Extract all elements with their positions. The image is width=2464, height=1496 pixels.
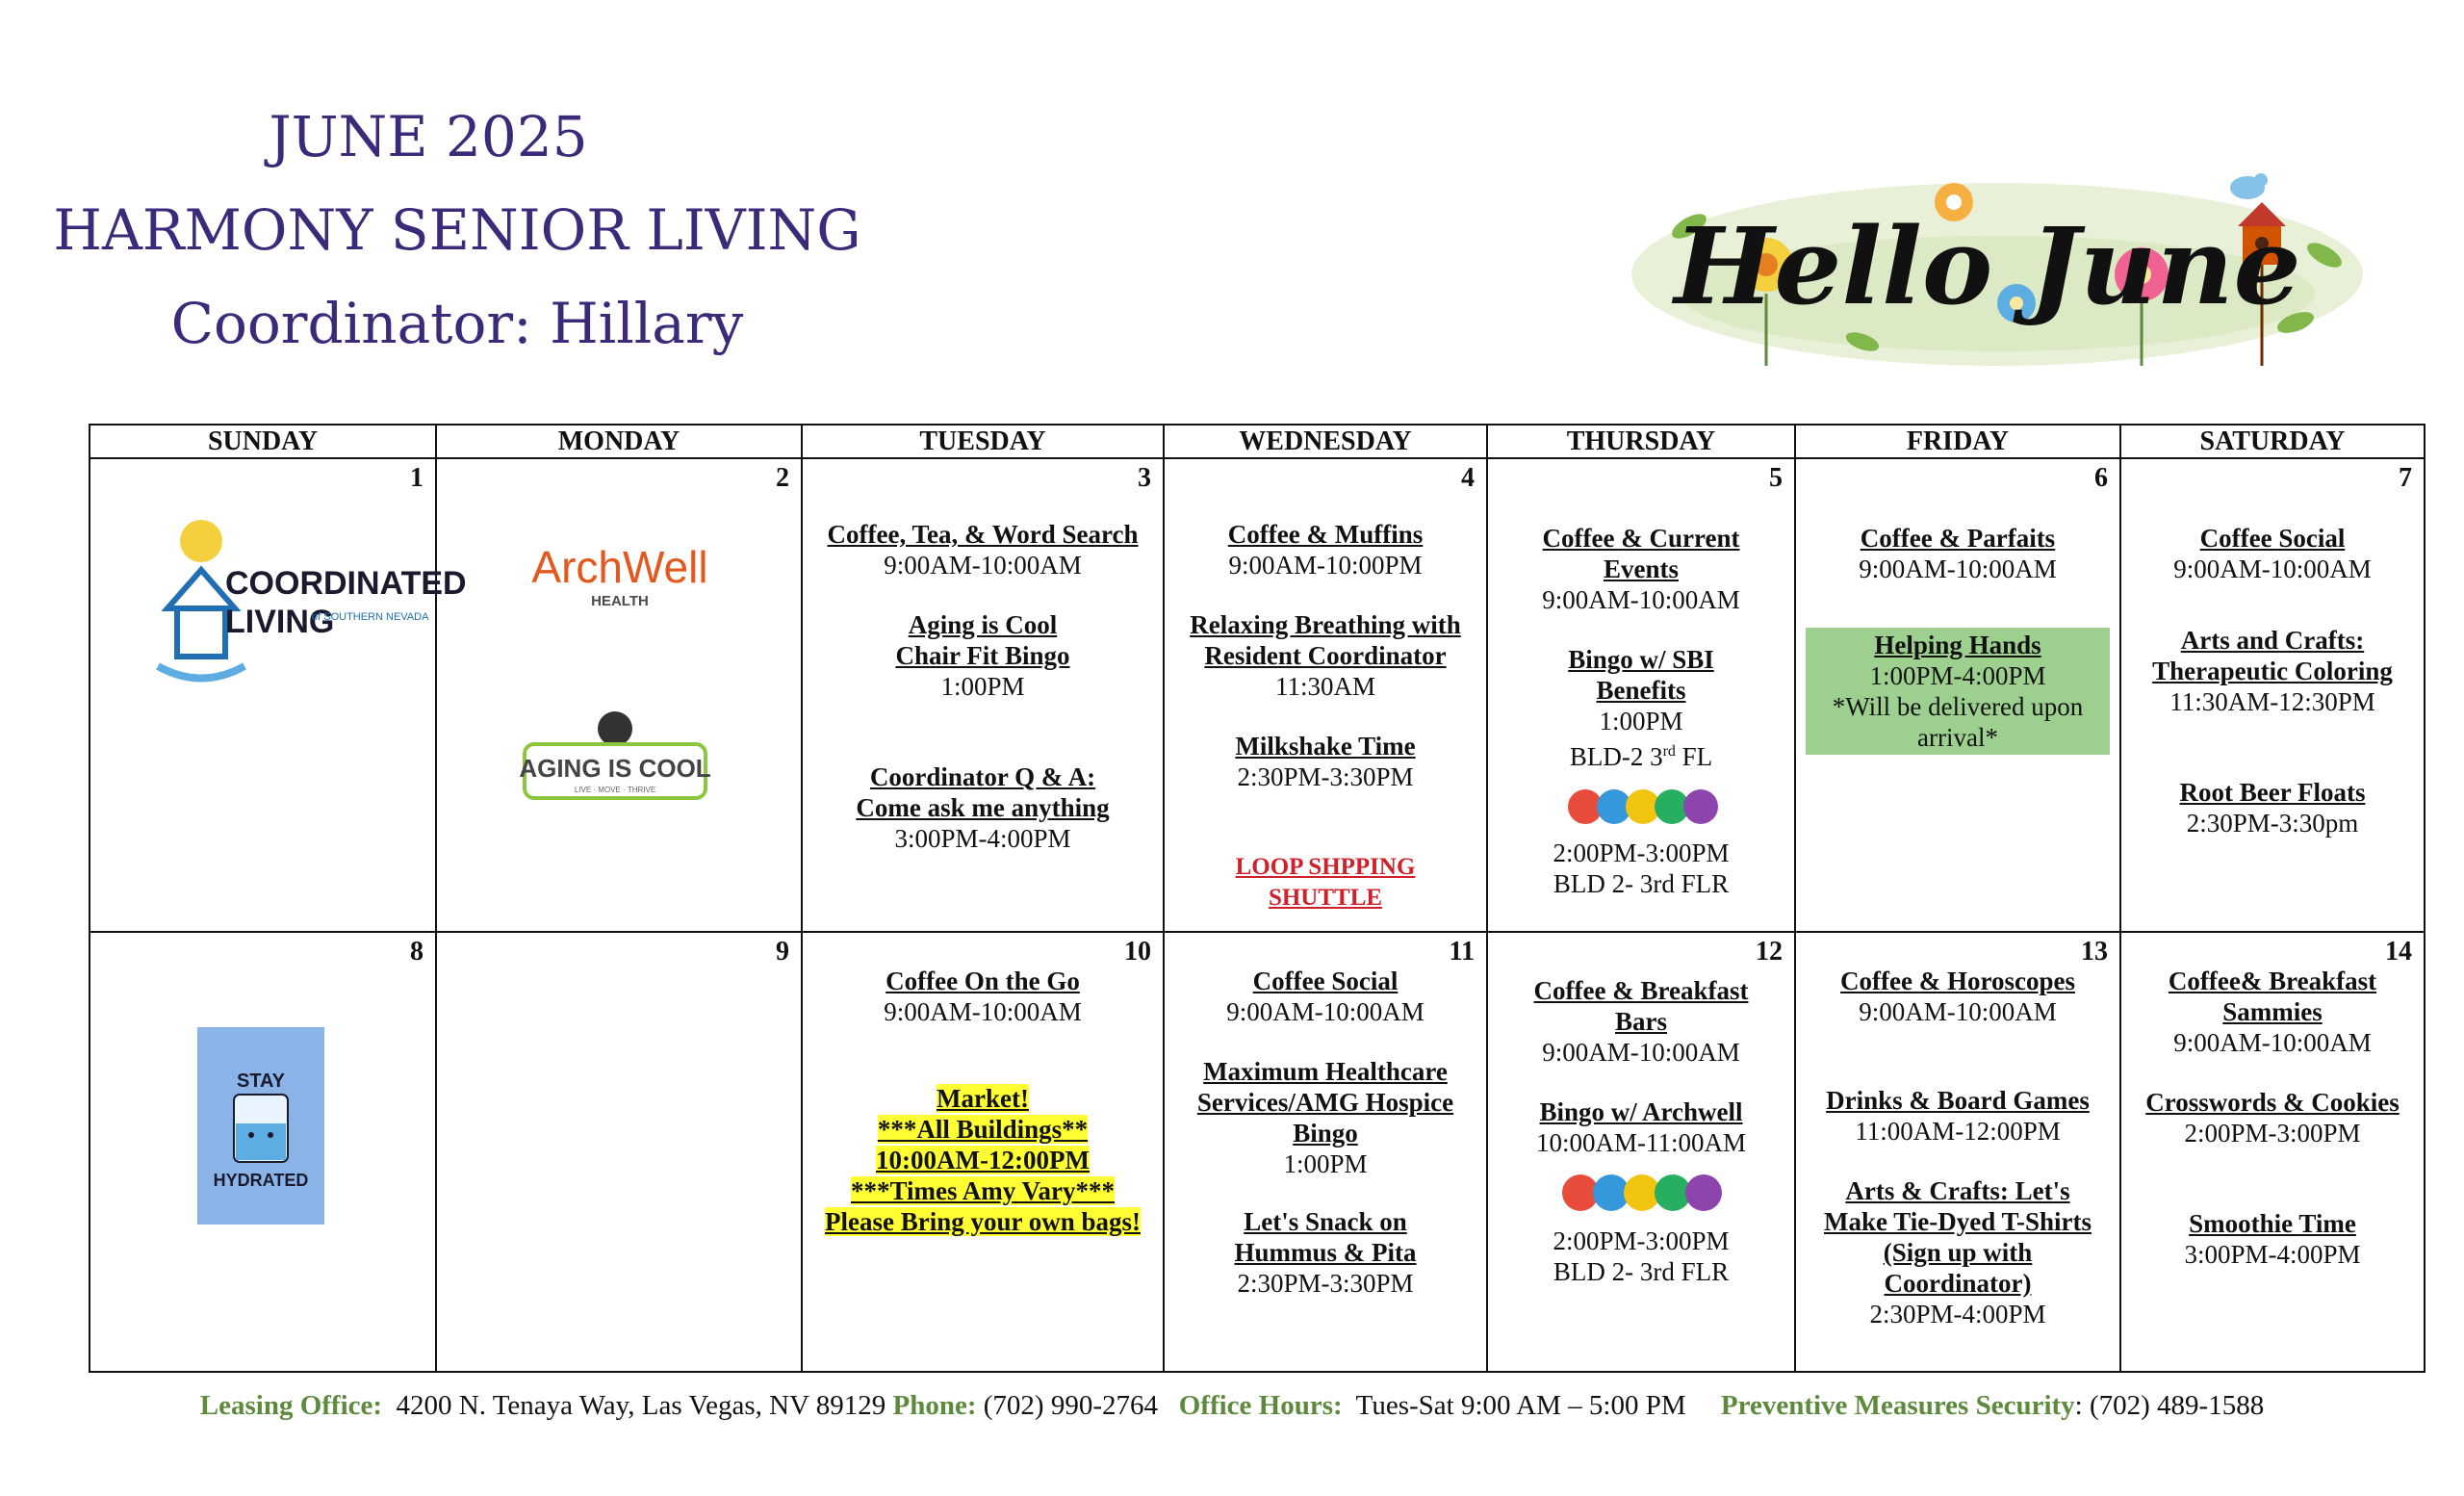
weekday-thursday: THURSDAY [1487,425,1795,458]
event: Coffee& Breakfast Sammies 9:00AM-10:00AM [2168,967,2377,1057]
event: Arts and Crafts: Therapeutic Coloring 11:30AM-12:30PM [2152,626,2393,716]
coordinator-name: Coordinator: Hillary [170,291,744,356]
weekday-header-row [90,425,2425,458]
day-number: 12 [1756,937,1783,967]
day-cell-13 [1795,932,2120,1372]
week-row [90,932,2425,1372]
weekday-sunday: SUNDAY [90,425,436,458]
event: Let's Snack on Hummus & Pita 2:30PM-3:30PM [1234,1207,1417,1298]
weekday-monday: MONDAY [436,425,802,458]
weekday-wednesday: WEDNESDAY [1164,425,1487,458]
day-cell-5 [1487,458,1795,932]
event: Coffee & Parfaits 9:00AM-10:00AM [1859,524,2057,583]
leasing-address: 4200 N. Tenaya Way, Las Vegas, NV 89129 [396,1390,886,1421]
hello-june-text: Hello June [1674,204,2301,328]
day-cell-10 [802,932,1164,1372]
event: Arts & Crafts: Let's Make Tie-Dyed T-Shirts (Sign up with Coordinator) 2:30PM-4:00PM [1823,1176,2092,1328]
security-label: Preventive Measures Security [1720,1390,2075,1421]
event: Coordinator Q & A: Come ask me anything 3:00PM-4:00PM [856,762,1110,853]
event: Root Beer Floats 2:30PM-3:30pm [2179,778,2366,838]
event: Crosswords & Cookies 2:00PM-3:00PM [2145,1088,2400,1148]
event: Bingo w/ SBI Benefits 1:00PM BLD-2 3rd FL [1568,645,1714,771]
event: 2:00PM-3:00PM BLD 2- 3rd FLR [1553,1226,1730,1286]
day-cell-7 [2120,458,2425,932]
event: Drinks & Board Games 11:00AM-12:00PM [1826,1086,2090,1146]
day-number: 14 [2385,937,2412,967]
day-number: 13 [2081,937,2108,967]
phone-number[interactable]: (702) 990-2764 [983,1390,1158,1421]
weekday-friday: FRIDAY [1795,425,2120,458]
day-number: 5 [1769,463,1783,493]
archwell-logo [528,536,711,613]
calendar-month-title: JUNE 2025 [269,104,588,169]
day-cell-1 [90,458,467,932]
day-cell-11 [1164,932,1487,1372]
event: Maximum Healthcare Services/AMG Hospice Bingo 1:00PM [1196,1057,1454,1178]
day-cell-8 [90,932,436,1372]
svg-text:HYDRATED: HYDRATED [213,1171,309,1190]
day-number: 4 [1461,463,1475,493]
event: Smoothie Time 3:00PM-4:00PM [2184,1209,2361,1269]
day-cell-3 [802,458,1164,932]
svg-text:STAY: STAY [236,1070,286,1092]
helping-hands-highlight: Helping Hands 1:00PM-4:00PM *Will be delivered upon arrival* [1806,628,2110,755]
stay-hydrated-sticker [197,1027,324,1225]
event: Bingo w/ Archwell 10:00AM-11:00AM [1535,1097,1746,1157]
day-number: 6 [2094,463,2108,493]
event: Coffee & Horoscopes 9:00AM-10:00AM [1840,967,2075,1026]
leasing-label: Leasing Office: [199,1390,383,1421]
hours-label: Office Hours: [1178,1390,1343,1421]
svg-text:HEALTH: HEALTH [591,593,649,609]
calendar-grid [89,424,2426,1373]
svg-text:AGING IS COOL: AGING IS COOL [519,754,711,783]
day-number: 9 [776,937,789,967]
day-number: 1 [410,463,424,493]
bingo-balls-icon [1564,782,1718,830]
event: Coffee Social 9:00AM-10:00AM [1226,967,1424,1026]
event: Coffee & Muffins 9:00AM-10:00PM [1227,520,1424,580]
event: Coffee On the Go 9:00AM-10:00AM [884,967,1082,1026]
aging-is-cool-logo [519,709,711,806]
event: Relaxing Breathing with Resident Coordinator 11:30AM [1190,610,1461,701]
day-cell-9 [436,932,802,1372]
svg-text:COORDINATED: COORDINATED [225,565,467,602]
market-highlight: Market! ***All Buildings** 10:00AM-12:00PM ***Times Amy Vary*** Please Bring your own bags! [824,1084,1142,1236]
day-number: 10 [1124,937,1151,967]
weekday-saturday: SATURDAY [2120,425,2425,458]
event: Milkshake Time 2:30PM-3:30PM [1235,732,1416,791]
contact-footer [0,1390,2464,1422]
loop-shopping-shuttle: LOOP SHPPING SHUTTLE [1235,854,1416,911]
bird-icon [2230,173,2268,199]
svg-text:LIVE · MOVE · THRIVE: LIVE · MOVE · THRIVE [574,786,656,794]
day-number: 2 [776,463,789,493]
svg-text:of SOUTHERN NEVADA: of SOUTHERN NEVADA [312,611,429,623]
day-cell-2 [436,458,802,932]
day-number: 3 [1138,463,1151,493]
coordinated-living-logo [148,503,467,695]
community-name: HARMONY SENIOR LIVING [53,197,861,263]
day-number: 8 [410,937,424,967]
week-row [90,458,2425,932]
security-phone[interactable]: : (702) 489-1588 [2074,1390,2265,1421]
day-cell-4 [1164,458,1487,932]
phone-label: Phone: [892,1390,977,1421]
event: Coffee & Current Events 9:00AM-10:00AM [1542,524,1740,614]
day-number: 7 [2399,463,2412,493]
day-cell-12 [1487,932,1795,1372]
day-number: 11 [1449,937,1475,967]
event: Coffee Social 9:00AM-10:00AM [2173,524,2372,583]
svg-text:ArchWell: ArchWell [531,542,708,592]
weekday-tuesday: TUESDAY [802,425,1164,458]
hello-june-banner [1622,159,2363,375]
event: Coffee & Breakfast Bars 9:00AM-10:00AM [1533,976,1749,1067]
bingo-balls-icon [1559,1168,1723,1218]
office-hours: Tues-Sat 9:00 AM – 5:00 PM [1355,1390,1686,1421]
event: Coffee, Tea, & Word Search 9:00AM-10:00AM [827,520,1139,580]
day-cell-6 [1795,458,2120,932]
svg-text:LIVING: LIVING [225,604,335,640]
event: 2:00PM-3:00PM BLD 2- 3rd FLR [1553,838,1730,898]
day-cell-14 [2120,932,2425,1372]
event: Aging is Cool Chair Fit Bingo 1:00PM [895,610,1070,701]
